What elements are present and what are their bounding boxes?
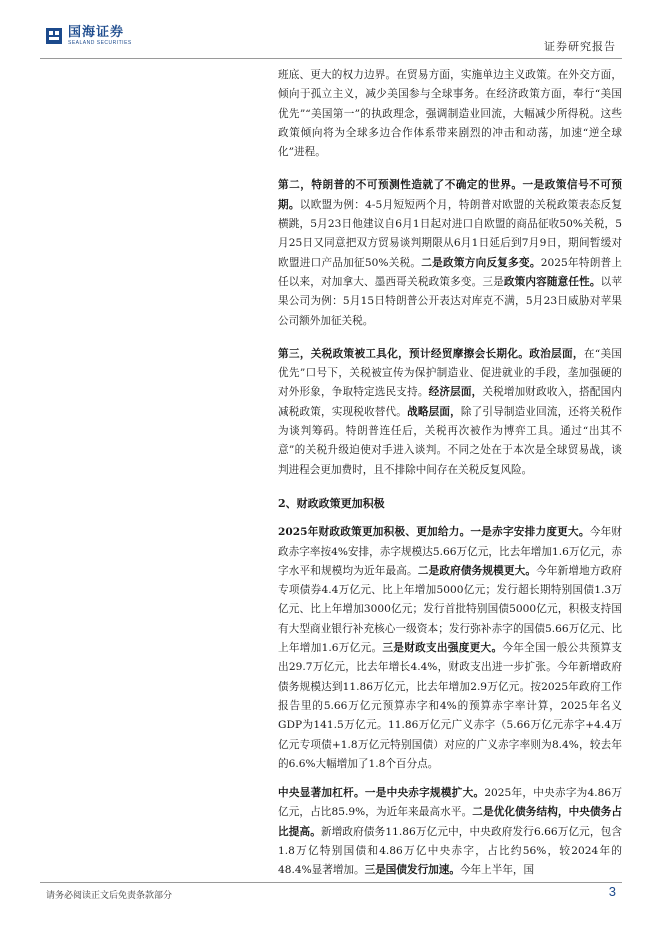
header-divider (40, 58, 622, 59)
sealand-logo-icon (46, 27, 64, 45)
page-number: 3 (608, 884, 616, 899)
sealand-logo (46, 26, 132, 46)
disclaimer-note: 请务必阅读正文后免责条款部分 (46, 891, 173, 901)
section-title-fiscal-policy: 2、财政政策更加积极 (278, 496, 385, 510)
logo-english-name: SEALAND SECURITIES (68, 40, 132, 46)
paragraph-tariff-tool: 第三，关税政策被工具化，预计经贸摩擦会长期化。政治层面，在“美国优先”口号下，关税被宣传为保护制造业、促进就业的手段，垄加强硬的对外形象，争取特定选民支持。经济层面，关税增加财政收入，搭配国内减税政策，实现税收替代。战略层面，除了引导制造业回流，还将关税作为谈判筹码。特朗普连任后，关税再次被作为博弈工具。通过“出其不意”的关税升级迫使对手进入谈判。不同之处在于本次是全球贸易战，谈判进程会更加费时，且不排除中间存在关税反复风险。 (278, 347, 623, 476)
report-body (278, 66, 622, 881)
paragraph-unpredictability: 第二，特朗普的不可预测性造就了不确定的世界。一是政策信号不可预期。以欧盟为例：4-5月短短两个月，特朗普对欧盟的关税政策表态反复横跳，5月23日他建议自6月1日起对进口自欧盟的商品征收50%关税，5月25日又同意把双方贸易谈判期限从6月1日延后到7月9日，期间暂缓对欧盟进口产品加征50%关税。二是政策方向反复多变。2025年特朗普上任以来，对加拿大、墨西哥关税政策多变。三是政策内容随意任性。以苹果公司为例：5月15日特朗普公开表达对库克不满，5月23日威胁对苹果公司额外加征关税。 (278, 179, 623, 327)
page-header (0, 0, 662, 60)
footer-divider (40, 882, 622, 883)
paragraph-central-leverage: 中央显著加杠杆。一是中央赤字规模扩大。2025年，中央赤字为4.86万亿元，占比85.9%，为近年来最高水平。二是优化债务结构，中央债务占比提高。新增政府债务11.86万亿元中，中央政府发行6.66万亿元，包含1.8万亿特别国债和4.86万亿中央赤字，占比约56%，较2024年的48.4%显著增加。三是国债发行加速。今年上半年，国 (278, 787, 623, 877)
paragraph-trump-policy: 班底、更大的权力边界。在贸易方面，实施单边主义政策。在外交方面，倾向于孤立主义，减少美国参与全球事务。在经济政策方面，奉行“美国优先”“美国第一”的执政理念，强调制造业回流，大幅减少所得税。这些政策倾向将为全球多边合作体系带来剧烈的冲击和动荡，加速“逆全球化”进程。 (278, 69, 622, 159)
logo-chinese-name: 国海证券 (68, 25, 125, 40)
report-type-label: 证券研究报告 (544, 40, 616, 53)
paragraph-fiscal-2025: 2025年财政政策更加积极、更加给力。一是赤字安排力度更大。今年财政赤字率按4%安排，赤字规模达5.66万亿元，比去年增加1.6万亿元，赤字水平和规模均为近年最高。二是政府债务规模更大。今年新增地方政府专项债券4.4万亿元、比上年增加5000亿元；发行超长期特别国债1.3万亿元、比上年增加3000亿元；发行首批特别国债5000亿元，积极支持国有大型商业银行补充核心一级资本；发行弥补赤字的国债5.66万亿元、比上年增加1.6万亿元。三是财政支出强度更大。今年全国一般公共预算支出29.7万亿元，比去年增长4.4%，财政支出进一步扩张。今年新增政府债务规模达到11.86万亿元，比去年增加2.9万亿元。按2025年政府工作报告里的5.66万亿元预算赤字和4%的预算赤字率计算，2025年名义GDP为141.5万亿元。11.86万亿元广义赤字（5.66万亿元赤字+4.4万亿元专项债+1.8万亿元特别国债）对应的广义赤字率则为8.4%，较去年的6.6%大幅增加了1.8个百分点。 (278, 526, 623, 770)
